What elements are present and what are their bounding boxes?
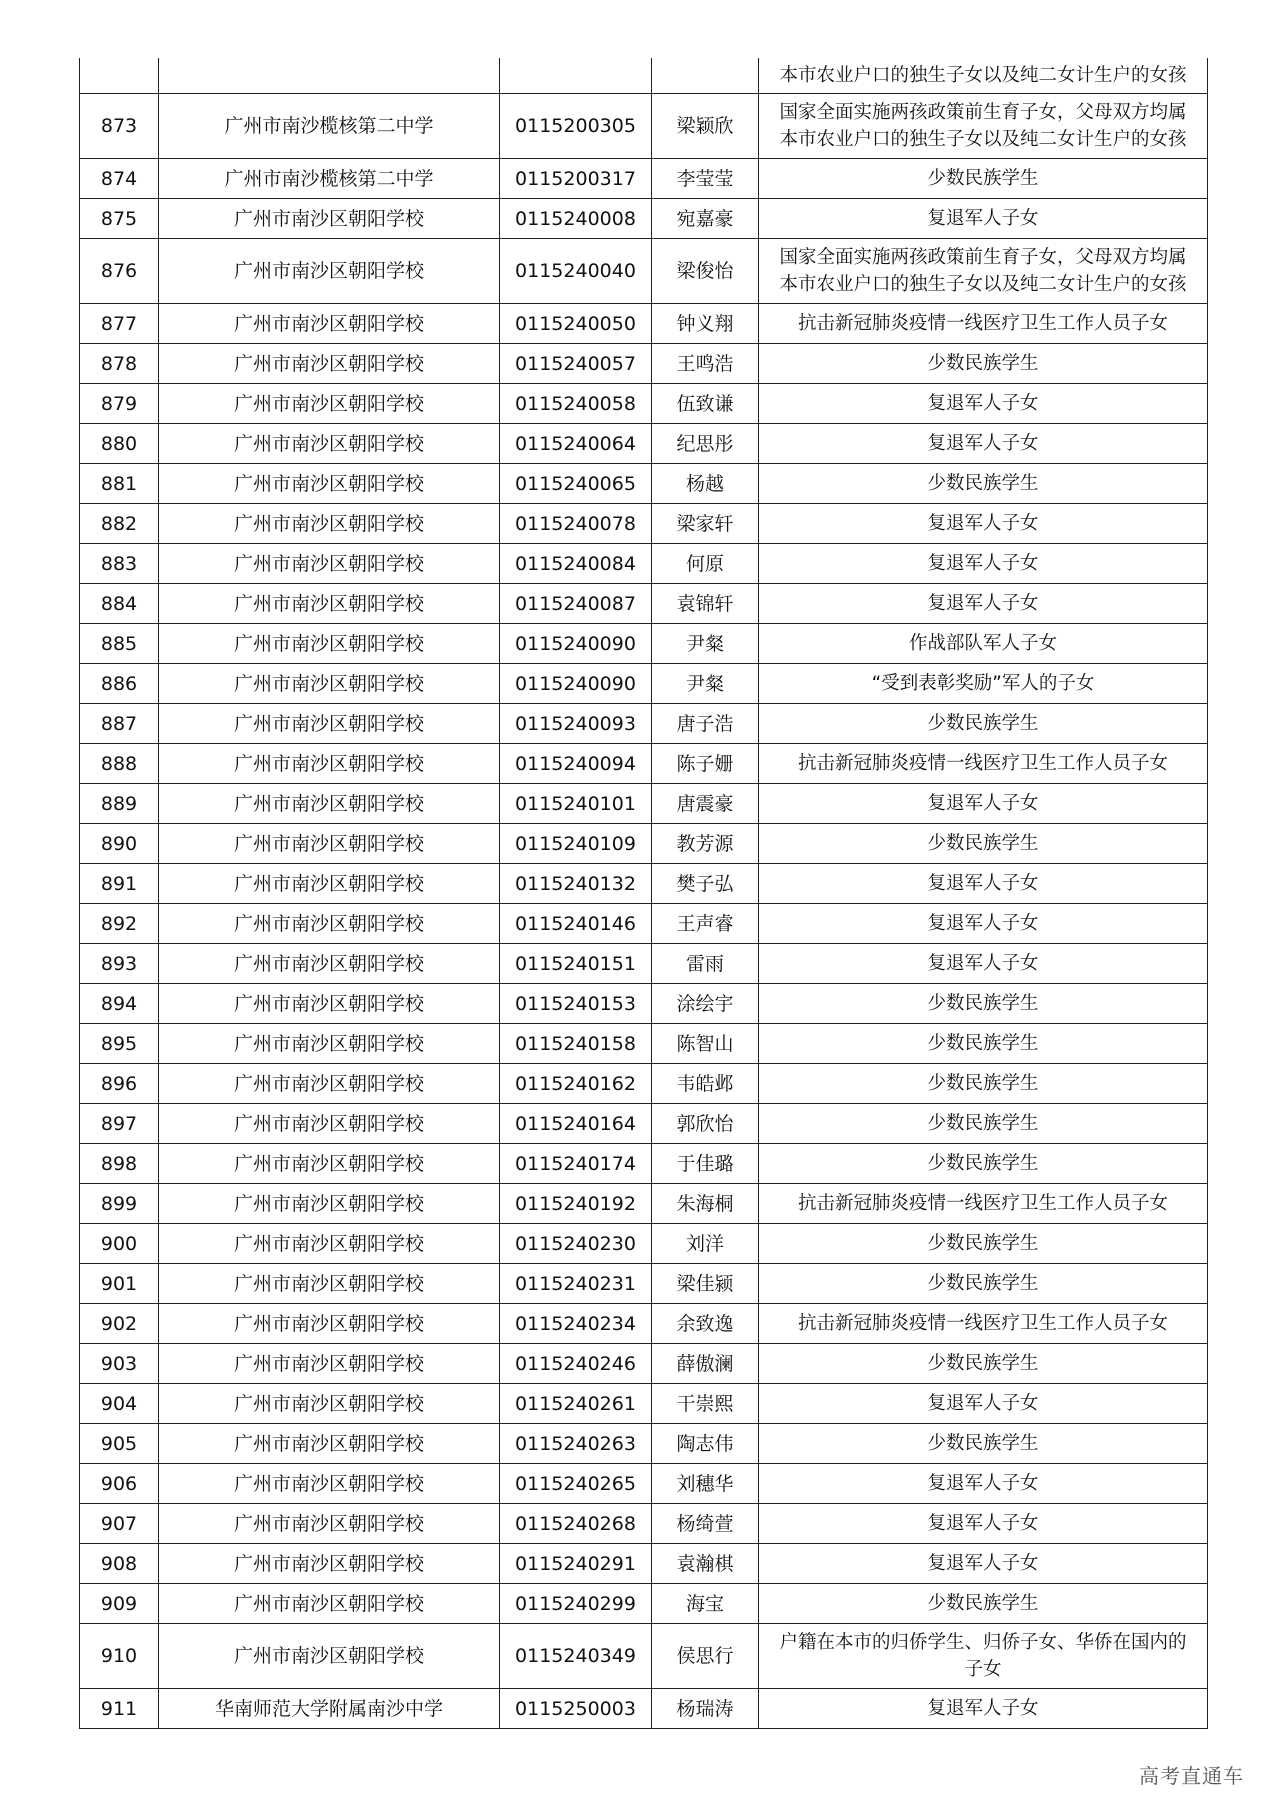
row-number-cell: 910 (80, 1624, 159, 1689)
remark-line: 复退军人子女 (927, 913, 1039, 934)
student-id-cell: 0115240234 (500, 1304, 652, 1344)
student-name-cell: 王声睿 (652, 904, 759, 944)
student-name-cell: 陶志伟 (652, 1424, 759, 1464)
table-row (80, 1544, 1208, 1584)
student-id-cell: 0115240162 (500, 1064, 652, 1104)
student-name-cell: 李莹莹 (652, 159, 759, 199)
table-row (80, 864, 1208, 904)
student-id-cell: 0115240084 (500, 544, 652, 584)
remark-cell (759, 1424, 1208, 1464)
row-number-cell: 908 (80, 1544, 159, 1584)
school-name-cell: 广州市南沙区朝阳学校 (159, 624, 500, 664)
remark-line: 少数民族学生 (927, 713, 1039, 734)
remark-line: 少数民族学生 (927, 833, 1039, 854)
student-name-cell: 于佳璐 (652, 1144, 759, 1184)
remark-line: 少数民族学生 (927, 1033, 1039, 1054)
table-row (80, 1504, 1208, 1544)
table-row (80, 1064, 1208, 1104)
table-row (80, 544, 1208, 584)
table-row (80, 1304, 1208, 1344)
remark-cell (759, 864, 1208, 904)
student-name-cell: 海宝 (652, 1584, 759, 1624)
remark-line: 少数民族学生 (927, 1153, 1039, 1174)
row-number-cell: 889 (80, 784, 159, 824)
school-name-cell: 广州市南沙区朝阳学校 (159, 824, 500, 864)
remark-line: 子女 (964, 1659, 1002, 1680)
student-name-cell: 杨瑞涛 (652, 1689, 759, 1729)
school-name-cell: 广州市南沙区朝阳学校 (159, 1504, 500, 1544)
remark-cell (759, 1024, 1208, 1064)
remark-line: 复退军人子女 (927, 553, 1039, 574)
school-name-cell: 华南师范大学附属南沙中学 (159, 1689, 500, 1729)
student-id-cell: 0115240268 (500, 1504, 652, 1544)
student-name-cell: 陈智山 (652, 1024, 759, 1064)
table-row (80, 1689, 1208, 1729)
student-id-cell: 0115240132 (500, 864, 652, 904)
remark-line: 少数民族学生 (927, 1593, 1039, 1614)
remark-cell (759, 944, 1208, 984)
remark-cell (759, 1104, 1208, 1144)
student-id-cell: 0115240040 (500, 239, 652, 304)
row-number-cell: 883 (80, 544, 159, 584)
school-name-cell: 广州市南沙区朝阳学校 (159, 744, 500, 784)
remark-cell (759, 1584, 1208, 1624)
school-name-cell: 广州市南沙区朝阳学校 (159, 1224, 500, 1264)
table-row (80, 1104, 1208, 1144)
row-number-cell: 907 (80, 1504, 159, 1544)
remark-line: 少数民族学生 (927, 1273, 1039, 1294)
school-name-cell: 广州市南沙区朝阳学校 (159, 344, 500, 384)
student-id-cell: 0115240109 (500, 824, 652, 864)
remark-cell (759, 744, 1208, 784)
student-name-cell: 纪思彤 (652, 424, 759, 464)
table-row (80, 744, 1208, 784)
student-id-cell: 0115240231 (500, 1264, 652, 1304)
student-name-cell: 尹粲 (652, 624, 759, 664)
row-number-cell: 885 (80, 624, 159, 664)
student-id-cell: 0115240265 (500, 1464, 652, 1504)
remark-line: 国家全面实施两孩政策前生育子女，父母双方均属 (779, 102, 1187, 123)
row-number-cell: 898 (80, 1144, 159, 1184)
school-name-cell: 广州市南沙区朝阳学校 (159, 584, 500, 624)
school-name-cell: 广州市南沙区朝阳学校 (159, 384, 500, 424)
remark-cell (759, 1464, 1208, 1504)
table-row (80, 1144, 1208, 1184)
student-name-cell: 刘穗华 (652, 1464, 759, 1504)
row-number-cell: 874 (80, 159, 159, 199)
student-name-cell: 伍致谦 (652, 384, 759, 424)
school-name-cell: 广州市南沙区朝阳学校 (159, 199, 500, 239)
remark-line: 复退军人子女 (927, 1513, 1039, 1534)
student-id-cell: 0115240192 (500, 1184, 652, 1224)
student-name-cell: 教芳源 (652, 824, 759, 864)
table-row (80, 1344, 1208, 1384)
remark-line: 复退军人子女 (927, 1553, 1039, 1574)
student-name-cell: 梁佳颍 (652, 1264, 759, 1304)
table-row (80, 1384, 1208, 1424)
student-id-cell: 0115240078 (500, 504, 652, 544)
row-number-cell: 909 (80, 1584, 159, 1624)
student-id-cell: 0115240090 (500, 664, 652, 704)
student-id-cell: 0115240146 (500, 904, 652, 944)
student-id-cell: 0115240064 (500, 424, 652, 464)
student-name-cell: 樊子弘 (652, 864, 759, 904)
student-name-cell: 杨越 (652, 464, 759, 504)
table-row (80, 304, 1208, 344)
student-name-cell: 何原 (652, 544, 759, 584)
remark-line: 少数民族学生 (927, 168, 1039, 189)
student-name-cell: 梁家轩 (652, 504, 759, 544)
remark-cell (759, 344, 1208, 384)
remark-line: “受到表彰奖励”军人的子女 (871, 673, 1095, 694)
student-name-cell: 郭欣怡 (652, 1104, 759, 1144)
table-row (80, 424, 1208, 464)
remark-cell (759, 94, 1208, 159)
remark-line: 少数民族学生 (927, 1353, 1039, 1374)
school-name-cell: 广州市南沙区朝阳学校 (159, 1624, 500, 1689)
remark-line: 户籍在本市的归侨学生、归侨子女、华侨在国内的 (779, 1632, 1187, 1653)
remark-cell (759, 1544, 1208, 1584)
remark-cell (759, 159, 1208, 199)
row-number-cell: 882 (80, 504, 159, 544)
remark-cell (759, 824, 1208, 864)
school-name-cell: 广州市南沙区朝阳学校 (159, 984, 500, 1024)
table-row (80, 344, 1208, 384)
remark-cell (759, 239, 1208, 304)
remark-cell (759, 1184, 1208, 1224)
school-name-cell: 广州市南沙区朝阳学校 (159, 1024, 500, 1064)
row-number-cell (80, 58, 159, 94)
remark-line: 少数民族学生 (927, 1233, 1039, 1254)
student-id-cell: 0115200317 (500, 159, 652, 199)
student-name-cell: 袁锦轩 (652, 584, 759, 624)
remark-cell (759, 1504, 1208, 1544)
remark-line: 复退军人子女 (927, 513, 1039, 534)
remark-cell (759, 384, 1208, 424)
school-name-cell: 广州市南沙区朝阳学校 (159, 1104, 500, 1144)
table-row (80, 1624, 1208, 1689)
school-name-cell: 广州市南沙区朝阳学校 (159, 784, 500, 824)
row-number-cell: 881 (80, 464, 159, 504)
remark-cell (759, 1064, 1208, 1104)
student-name-cell: 梁俊怡 (652, 239, 759, 304)
row-number-cell: 893 (80, 944, 159, 984)
row-number-cell: 911 (80, 1689, 159, 1729)
student-name-cell: 唐子浩 (652, 704, 759, 744)
table-row (80, 624, 1208, 664)
remark-cell (759, 58, 1208, 94)
row-number-cell: 886 (80, 664, 159, 704)
remark-line: 本市农业户口的独生子女以及纯二女计生户的女孩 (779, 65, 1187, 86)
school-name-cell (159, 58, 500, 94)
table-row (80, 944, 1208, 984)
row-number-cell: 904 (80, 1384, 159, 1424)
school-name-cell: 广州市南沙榄核第二中学 (159, 94, 500, 159)
student-name-cell: 王鸣浩 (652, 344, 759, 384)
table-row (80, 1024, 1208, 1064)
remark-cell (759, 1304, 1208, 1344)
row-number-cell: 884 (80, 584, 159, 624)
school-name-cell: 广州市南沙区朝阳学校 (159, 864, 500, 904)
row-number-cell: 891 (80, 864, 159, 904)
remark-line: 抗击新冠肺炎疫情一线医疗卫生工作人员子女 (797, 753, 1168, 774)
table-row (80, 239, 1208, 304)
school-name-cell: 广州市南沙区朝阳学校 (159, 1544, 500, 1584)
student-name-cell: 侯思行 (652, 1624, 759, 1689)
remark-line: 复退军人子女 (927, 208, 1039, 229)
row-number-cell: 876 (80, 239, 159, 304)
student-name-cell: 尹粲 (652, 664, 759, 704)
row-number-cell: 905 (80, 1424, 159, 1464)
row-number-cell: 880 (80, 424, 159, 464)
remark-line: 复退军人子女 (927, 953, 1039, 974)
row-number-cell: 899 (80, 1184, 159, 1224)
student-name-cell: 唐震豪 (652, 784, 759, 824)
table-row (80, 1464, 1208, 1504)
student-name-cell: 薛傲澜 (652, 1344, 759, 1384)
school-name-cell: 广州市南沙区朝阳学校 (159, 239, 500, 304)
row-number-cell: 901 (80, 1264, 159, 1304)
school-name-cell: 广州市南沙区朝阳学校 (159, 904, 500, 944)
student-name-cell: 陈子姗 (652, 744, 759, 784)
student-id-cell: 0115240090 (500, 624, 652, 664)
student-name-cell: 余致逸 (652, 1304, 759, 1344)
remark-line: 少数民族学生 (927, 1113, 1039, 1134)
remark-line: 复退军人子女 (927, 1698, 1039, 1719)
row-number-cell: 903 (80, 1344, 159, 1384)
student-name-cell (652, 58, 759, 94)
remark-line: 复退军人子女 (927, 1393, 1039, 1414)
student-name-cell: 干崇熙 (652, 1384, 759, 1424)
row-number-cell: 888 (80, 744, 159, 784)
table-row (80, 1584, 1208, 1624)
remark-cell (759, 1224, 1208, 1264)
row-number-cell: 878 (80, 344, 159, 384)
table-row (80, 199, 1208, 239)
table-row (80, 1184, 1208, 1224)
school-name-cell: 广州市南沙区朝阳学校 (159, 1304, 500, 1344)
table-row (80, 664, 1208, 704)
school-name-cell: 广州市南沙区朝阳学校 (159, 504, 500, 544)
row-number-cell: 877 (80, 304, 159, 344)
school-name-cell: 广州市南沙区朝阳学校 (159, 664, 500, 704)
remark-cell (759, 199, 1208, 239)
student-id-cell: 0115240230 (500, 1224, 652, 1264)
student-id-cell: 0115240094 (500, 744, 652, 784)
remark-line: 少数民族学生 (927, 1433, 1039, 1454)
student-name-cell: 韦皓邺 (652, 1064, 759, 1104)
row-number-cell: 897 (80, 1104, 159, 1144)
row-number-cell: 890 (80, 824, 159, 864)
remark-line: 本市农业户口的独生子女以及纯二女计生户的女孩 (779, 274, 1187, 295)
remark-cell (759, 1144, 1208, 1184)
student-id-cell: 0115240246 (500, 1344, 652, 1384)
watermark-text: 高考直通车 (1139, 1764, 1244, 1788)
remark-cell (759, 904, 1208, 944)
school-name-cell: 广州市南沙区朝阳学校 (159, 704, 500, 744)
student-name-cell: 钟义翔 (652, 304, 759, 344)
student-id-cell: 0115240164 (500, 1104, 652, 1144)
remark-cell (759, 544, 1208, 584)
table-row (80, 94, 1208, 159)
student-name-cell: 杨绮萱 (652, 1504, 759, 1544)
row-number-cell: 873 (80, 94, 159, 159)
row-number-cell: 900 (80, 1224, 159, 1264)
table-row (80, 1264, 1208, 1304)
remark-cell (759, 1264, 1208, 1304)
student-id-cell: 0115240261 (500, 1384, 652, 1424)
student-id-cell: 0115240158 (500, 1024, 652, 1064)
row-number-cell: 906 (80, 1464, 159, 1504)
remark-line: 复退军人子女 (927, 593, 1039, 614)
school-name-cell: 广州市南沙区朝阳学校 (159, 544, 500, 584)
student-id-cell: 0115240153 (500, 984, 652, 1024)
remark-line: 少数民族学生 (927, 1073, 1039, 1094)
remark-line: 复退军人子女 (927, 873, 1039, 894)
student-id-cell: 0115250003 (500, 1689, 652, 1729)
remark-cell (759, 1689, 1208, 1729)
student-id-cell: 0115240093 (500, 704, 652, 744)
school-name-cell: 广州市南沙区朝阳学校 (159, 1464, 500, 1504)
student-id-cell: 0115240291 (500, 1544, 652, 1584)
remark-cell (759, 664, 1208, 704)
row-number-cell: 896 (80, 1064, 159, 1104)
school-name-cell: 广州市南沙榄核第二中学 (159, 159, 500, 199)
remark-cell (759, 424, 1208, 464)
student-id-cell (500, 58, 652, 94)
remark-line: 少数民族学生 (927, 473, 1039, 494)
row-number-cell: 895 (80, 1024, 159, 1064)
remark-line: 复退军人子女 (927, 433, 1039, 454)
row-number-cell: 879 (80, 384, 159, 424)
remark-line: 抗击新冠肺炎疫情一线医疗卫生工作人员子女 (797, 1313, 1168, 1334)
remark-line: 复退军人子女 (927, 393, 1039, 414)
remark-line: 作战部队军人子女 (908, 633, 1057, 654)
remark-line: 本市农业户口的独生子女以及纯二女计生户的女孩 (779, 129, 1187, 150)
school-name-cell: 广州市南沙区朝阳学校 (159, 1424, 500, 1464)
student-name-cell: 刘洋 (652, 1224, 759, 1264)
table-row (80, 464, 1208, 504)
table-row (80, 159, 1208, 199)
student-name-cell: 涂绘宇 (652, 984, 759, 1024)
student-id-cell: 0115240050 (500, 304, 652, 344)
student-id-cell: 0115200305 (500, 94, 652, 159)
student-name-cell: 雷雨 (652, 944, 759, 984)
table-row (80, 58, 1208, 94)
remark-cell (759, 464, 1208, 504)
school-name-cell: 广州市南沙区朝阳学校 (159, 1264, 500, 1304)
school-name-cell: 广州市南沙区朝阳学校 (159, 944, 500, 984)
admission-list-table (79, 58, 1208, 1729)
school-name-cell: 广州市南沙区朝阳学校 (159, 464, 500, 504)
remark-cell (759, 1384, 1208, 1424)
remark-line: 复退军人子女 (927, 793, 1039, 814)
row-number-cell: 875 (80, 199, 159, 239)
table-row (80, 824, 1208, 864)
remark-cell (759, 984, 1208, 1024)
remark-cell (759, 784, 1208, 824)
remark-line: 复退军人子女 (927, 1473, 1039, 1494)
student-id-cell: 0115240349 (500, 1624, 652, 1689)
table-row (80, 384, 1208, 424)
remark-line: 少数民族学生 (927, 993, 1039, 1014)
row-number-cell: 887 (80, 704, 159, 744)
remark-cell (759, 504, 1208, 544)
remark-line: 国家全面实施两孩政策前生育子女，父母双方均属 (779, 247, 1187, 268)
school-name-cell: 广州市南沙区朝阳学校 (159, 1344, 500, 1384)
table-row (80, 1224, 1208, 1264)
school-name-cell: 广州市南沙区朝阳学校 (159, 304, 500, 344)
table-row (80, 784, 1208, 824)
student-id-cell: 0115240057 (500, 344, 652, 384)
student-name-cell: 朱海桐 (652, 1184, 759, 1224)
remark-line: 抗击新冠肺炎疫情一线医疗卫生工作人员子女 (797, 1193, 1168, 1214)
student-id-cell: 0115240008 (500, 199, 652, 239)
table-row (80, 584, 1208, 624)
remark-line: 抗击新冠肺炎疫情一线医疗卫生工作人员子女 (797, 313, 1168, 334)
table-row (80, 504, 1208, 544)
row-number-cell: 894 (80, 984, 159, 1024)
remark-line: 少数民族学生 (927, 353, 1039, 374)
student-id-cell: 0115240299 (500, 1584, 652, 1624)
student-id-cell: 0115240151 (500, 944, 652, 984)
table-row (80, 704, 1208, 744)
school-name-cell: 广州市南沙区朝阳学校 (159, 424, 500, 464)
student-name-cell: 梁颖欣 (652, 94, 759, 159)
remark-cell (759, 304, 1208, 344)
remark-cell (759, 1624, 1208, 1689)
remark-cell (759, 584, 1208, 624)
student-id-cell: 0115240263 (500, 1424, 652, 1464)
student-name-cell: 袁瀚棋 (652, 1544, 759, 1584)
table-body (80, 58, 1208, 1729)
table-row (80, 1424, 1208, 1464)
student-id-cell: 0115240174 (500, 1144, 652, 1184)
school-name-cell: 广州市南沙区朝阳学校 (159, 1584, 500, 1624)
student-id-cell: 0115240101 (500, 784, 652, 824)
school-name-cell: 广州市南沙区朝阳学校 (159, 1184, 500, 1224)
school-name-cell: 广州市南沙区朝阳学校 (159, 1384, 500, 1424)
table-row (80, 984, 1208, 1024)
student-name-cell: 宛嘉豪 (652, 199, 759, 239)
student-id-cell: 0115240065 (500, 464, 652, 504)
school-name-cell: 广州市南沙区朝阳学校 (159, 1064, 500, 1104)
row-number-cell: 902 (80, 1304, 159, 1344)
table-row (80, 904, 1208, 944)
remark-cell (759, 1344, 1208, 1384)
student-id-cell: 0115240058 (500, 384, 652, 424)
school-name-cell: 广州市南沙区朝阳学校 (159, 1144, 500, 1184)
row-number-cell: 892 (80, 904, 159, 944)
student-id-cell: 0115240087 (500, 584, 652, 624)
remark-cell (759, 704, 1208, 744)
remark-cell (759, 624, 1208, 664)
